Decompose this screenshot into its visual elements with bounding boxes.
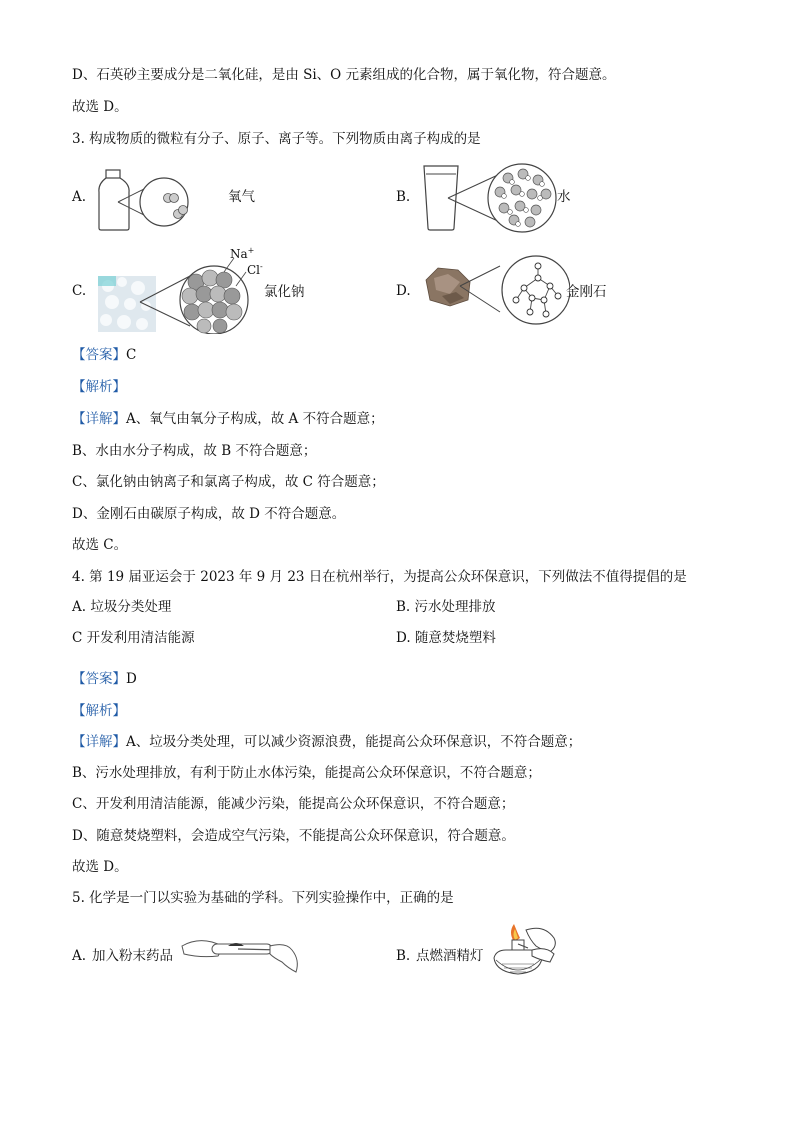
q4-answer-line: 【答案】D <box>72 671 137 687</box>
alcohol-lamp-figure <box>488 920 564 990</box>
q5-option-a-label: 加入粉末药品 <box>92 948 173 964</box>
q3-answer-line: 【答案】C <box>72 347 137 363</box>
diamond-figure <box>420 252 570 328</box>
q3-detail-a: 【详解】A、氧气由氧分子构成，故 A 不符合题意； <box>72 411 384 427</box>
powder-test-tube-figure <box>178 928 304 976</box>
q3-option-a-label: 氧气 <box>228 189 255 205</box>
q2-option-d-text: D、石英砂主要成分是二氧化硅，是由 Si、O 元素组成的化合物，属于氧化物，符合题意。 <box>72 67 616 83</box>
q3-option-d-letter: D. <box>396 283 411 299</box>
q4-detail-b: B、污水处理排放，有利于防止水体污染，能提高公众环保意识，不符合题意； <box>72 765 541 781</box>
q4-detail-c: C、开发利用清洁能源，能减少污染，能提高公众环保意识，不符合题意； <box>72 796 515 812</box>
q3-option-c-label: 氯化钠 <box>264 284 305 300</box>
q4-conclusion: 故选 D。 <box>72 859 128 875</box>
q3-conclusion: 故选 C。 <box>72 537 128 553</box>
q4-stem: 4. 第 19 届亚运会于 2023 年 9 月 23 日在杭州举行，为提高公众环保意识，下列做法不值得提倡的是 <box>72 569 687 585</box>
q4-detail-a: 【详解】A、垃圾分类处理，可以减少资源浪费，能提高公众环保意识，不符合题意； <box>72 734 582 750</box>
q3-detail-b: B、水由水分子构成，故 B 不符合题意； <box>72 443 317 459</box>
q4-analysis-tag: 【解析】 <box>72 703 126 719</box>
q3-detail-c: C、氯化钠由钠离子和氯离子构成，故 C 符合题意； <box>72 474 385 490</box>
q4-detail-d: D、随意焚烧塑料，会造成空气污染，不能提高公众环保意识，符合题意。 <box>72 828 515 844</box>
q5-option-b-label: 点燃酒精灯 <box>416 948 484 964</box>
q4-option-b: B. 污水处理排放 <box>396 599 496 615</box>
q5-stem: 5. 化学是一门以实验为基础的学科。下列实验操作中，正确的是 <box>72 890 454 906</box>
oxygen-bottle-figure <box>94 160 234 236</box>
q3-option-b-label: 水 <box>557 189 571 205</box>
na-ion-label: Na+ <box>230 246 255 261</box>
cl-ion-label: Cl- <box>247 262 263 277</box>
q3-detail-d: D、金刚石由碳原子构成，故 D 不符合题意。 <box>72 506 346 522</box>
q3-stem: 3. 构成物质的微粒有分子、原子、离子等。下列物质由离子构成的是 <box>72 131 481 147</box>
q4-option-c: C 开发利用清洁能源 <box>72 630 195 646</box>
water-glass-figure <box>418 158 564 238</box>
q5-option-a-letter: A. <box>72 948 87 964</box>
q3-option-d-label: 金刚石 <box>566 284 607 300</box>
q3-analysis-tag: 【解析】 <box>72 379 126 395</box>
q2-conclusion: 故选 D。 <box>72 99 128 115</box>
q3-option-c-letter: C. <box>72 283 87 299</box>
q3-option-b-letter: B. <box>396 189 411 205</box>
q3-option-a-letter: A. <box>72 189 87 205</box>
q4-option-a: A. 垃圾分类处理 <box>72 599 172 615</box>
q4-option-d: D. 随意焚烧塑料 <box>396 630 496 646</box>
q5-option-b-letter: B. <box>396 948 411 964</box>
